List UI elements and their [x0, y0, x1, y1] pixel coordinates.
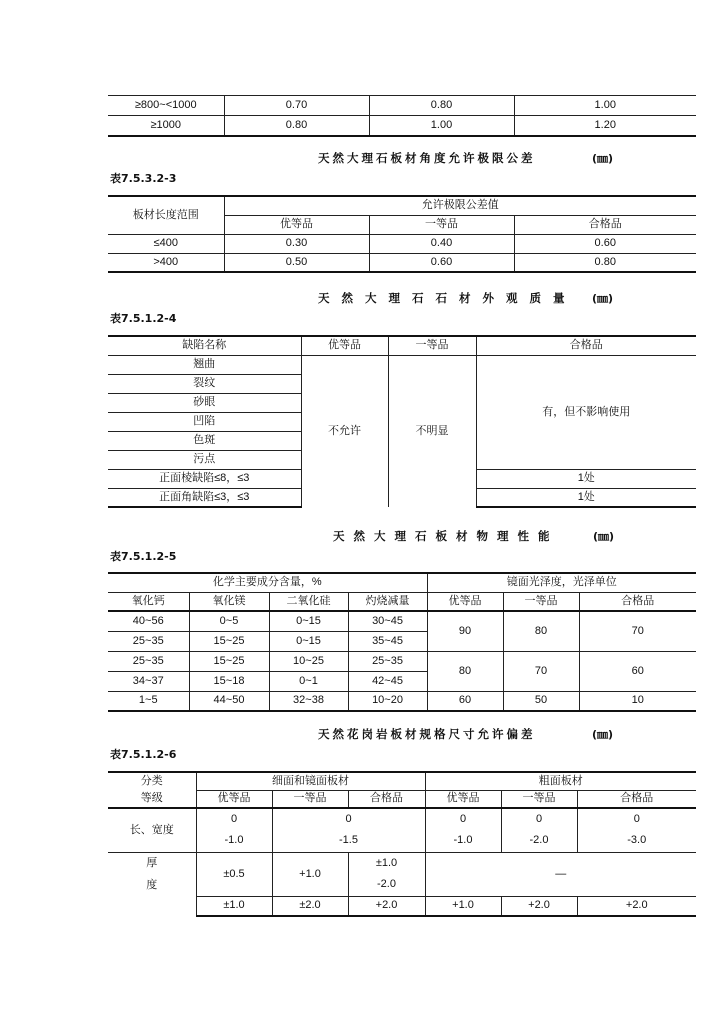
table-tolerance-continued	[108, 95, 696, 137]
table-unit: (㎜)	[592, 152, 614, 165]
table-physical-properties: 化学主要成分含量，% 镜面光泽度，光泽单位 氧化钙 氧化镁 二氧化硅 灼烧减量 优等品 一等品 合格品 40~56 0~5 0~15 30~45 90 80 70 25~35 15~25 0~15 35~45 25~35 15~25 10~25 25~35 80 70 60 34~37 15~18 0~1 42~45 1~5 44~50 32~38 10~20 60 50 10	[108, 572, 696, 712]
header-tolerance: 允许极限公差值	[224, 196, 696, 215]
table-caption: 天然大理石板材物理性能	[333, 529, 559, 543]
table-unit: (㎜)	[593, 530, 615, 543]
table-row: ≥1000 0.80 1.00 1.20	[108, 116, 696, 136]
table-caption: 天然大理石石材外观质量	[318, 291, 577, 305]
table-row: 25~35 15~25 10~25 25~35 80 70 60	[108, 651, 696, 671]
table-row: 40~56 0~5 0~15 30~45 90 80 70	[108, 611, 696, 631]
table-row: 25~35 15~25 0~15 35~45	[108, 631, 696, 651]
table-label: 表7.5.1.2-5	[110, 550, 177, 563]
table-row: 1~5 44~50 32~38 10~20 60 50 10	[108, 691, 696, 711]
table-row: ≥800~<1000 0.70 0.80 1.00	[108, 96, 696, 116]
table-row: ≤400 0.30 0.40 0.60	[108, 234, 696, 253]
table-row: ±1.0 ±2.0 +2.0 +1.0 +2.0 +2.0	[108, 896, 696, 916]
table-caption: 天然花岗岩板材规格尺寸允许偏差	[318, 727, 536, 741]
table-row: 34~37 15~18 0~1 42~45	[108, 671, 696, 691]
header-range: 板材长度范围	[108, 196, 224, 234]
table-unit: (㎜)	[592, 292, 614, 305]
table-granite-size-deviation: 分类 细面和镜面板材 粗面板材 等级 优等品 一等品 合格品 优等品 一等品 合格品 长、宽度 0 0 0 0 0 -1.0 -1.5 -1.0 -2.0 -3.0 厚 ±0.5 +1.0 ±1.0 — 度 -2.0 ±1.0 ±2.0 +2.0 +1.0 +2.0 +2.0	[108, 771, 696, 917]
table-appearance-quality: 缺陷名称 优等品 一等品 合格品 翘曲 不允许 不明显 有，但不影响使用 裂纹 砂眼 凹陷 色斑 污点 正面棱缺陷≤8，≤3 1处 正面角缺陷≤3，≤3 1处	[108, 335, 696, 508]
table-row: >400 0.50 0.60 0.80	[108, 253, 696, 272]
table-label: 表7.5.1.2-4	[110, 312, 177, 325]
table-caption: 天然大理石板材角度允许极限公差	[318, 151, 536, 165]
table-unit: (㎜)	[592, 728, 614, 741]
table-label: 表7.5.1.2-6	[110, 748, 177, 761]
table-angle-tolerance: 板材长度范围 允许极限公差值 优等品 一等品 合格品 ≤400 0.30 0.40 0.60 >400 0.50 0.60 0.80	[108, 195, 696, 273]
row-label-length-width: 长、宽度	[108, 808, 196, 852]
table-label: 表7.5.3.2-3	[110, 172, 177, 185]
